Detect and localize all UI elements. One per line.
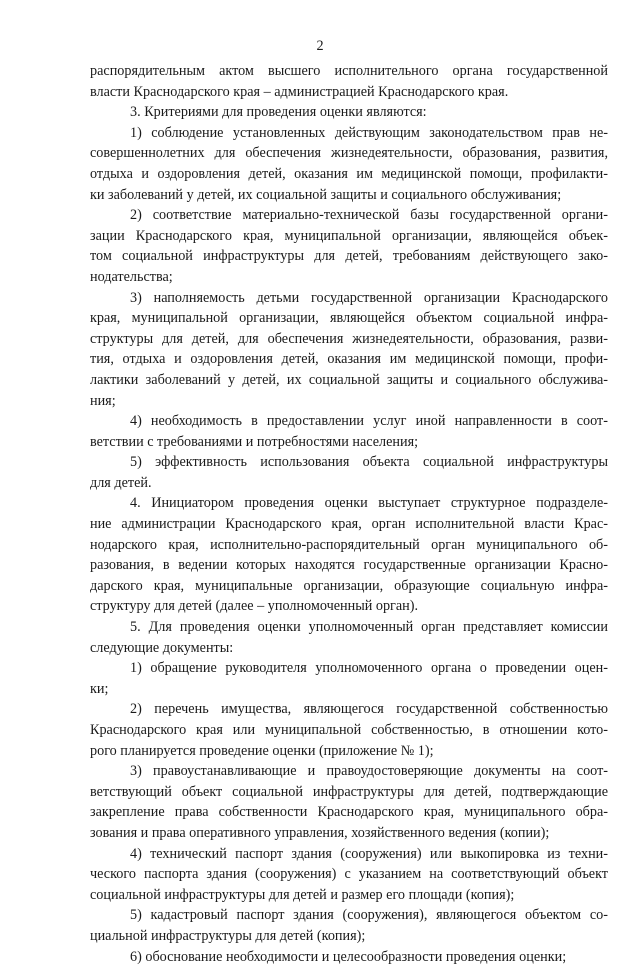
paragraph (90, 102, 608, 123)
page-number: 2 (316, 38, 324, 54)
text-line: 1) обращение руководителя уполномоченного органа о проведении оцен- (130, 660, 608, 677)
text-line: распорядительным актом высшего исполнительного органа государственной (90, 63, 608, 79)
text-line: зации Краснодарского края, муниципальной организации, являющейся объек- (90, 227, 608, 244)
text-line: края, муниципальной организации, являющейся объектом социальной инфра- (90, 310, 608, 327)
paragraph (90, 61, 608, 102)
text-line: том социальной инфраструктуры для детей, требованиям действующего зако- (90, 248, 608, 265)
text-line: следующие документы: (90, 639, 234, 656)
text-line: структуру для детей (далее – уполномоченный орган). (90, 598, 419, 615)
text-line: ветствующий объект социальной инфраструктуры для детей, подтверждающие (90, 783, 608, 800)
text-line: ние администрации Краснодарского края, орган исполнительной власти Крас- (90, 516, 608, 533)
text-line: 4) технический паспорт здания (сооружения) или выкопировка из техни- (130, 845, 608, 862)
text-line: структуры для детей, для обеспечения жизнедеятельности, образования, разви- (90, 330, 608, 347)
paragraph (90, 617, 608, 658)
text-line: 4) необходимость в предоставлении услуг иной направленности в соот- (130, 413, 608, 430)
text-line: тия, отдыха и оздоровления детей, оказания им медицинской помощи, профи- (90, 351, 608, 368)
text-line: 6) обоснование необходимости и целесообразности проведения оценки; (130, 948, 567, 965)
text-line: Краснодарского края или муниципальной собственностью, в отношении кото- (90, 722, 608, 738)
text-line: 5) кадастровый паспорт здания (сооружения), являющегося объектом со- (130, 907, 608, 924)
text-line: совершеннолетних для обеспечения жизнедеятельности, образования, развития, (90, 145, 608, 162)
text-line: отдыха и оздоровления детей, оказания им медицинской помощи, профилакти- (90, 165, 608, 182)
text-line: нодарского края, исполнительно-распорядительный орган муниципального об- (90, 536, 608, 553)
text-line: закрепление права собственности Краснодарского края, муниципального обра- (90, 804, 608, 821)
text-line: ветствии с требованиями и потребностями населения; (90, 433, 419, 450)
text-line: власти Краснодарского края – администрацией Краснодарского края. (90, 83, 509, 100)
text-line: 1) соблюдение установленных действующим законодательством прав не- (130, 124, 608, 141)
text-line: рого планируется проведение оценки (приложение № 1); (90, 742, 434, 759)
text-line: ния; (90, 392, 116, 409)
paragraph (90, 905, 608, 946)
text-line: 3. Критериями для проведения оценки являются: (130, 104, 427, 121)
paragraph (90, 947, 608, 967)
text-line: 3) наполняемость детьми государственной организации Краснодарского (130, 289, 608, 306)
paragraph (90, 411, 608, 452)
text-line: лактики заболеваний у детей, их социальной защиты и социального обслужива- (90, 371, 608, 388)
paragraph (90, 493, 608, 617)
text-line: разования, в ведении которых находятся государственные организации Красно- (90, 557, 608, 574)
text-line: 2) соответствие материально-технической базы государственной органи- (130, 207, 608, 224)
paragraph (90, 205, 608, 287)
text-line: ческого паспорта здания (сооружения) с указанием на соответствующий объект (90, 866, 608, 883)
paragraph (90, 288, 608, 412)
paragraph (90, 761, 608, 843)
text-line: ки; (90, 680, 109, 697)
text-line: дарского края, муниципальные организации, образующие социальную инфра- (90, 577, 608, 594)
text-line: 5. Для проведения оценки уполномоченный орган представляет комиссии (130, 619, 608, 636)
text-line: для детей. (90, 474, 152, 491)
text-line: 2) перечень имущества, являющегося государственной собственностью (130, 701, 608, 718)
paragraph (90, 452, 608, 493)
text-line: социальной инфраструктуры для детей и размер его площади (копия); (90, 886, 515, 903)
text-line: 5) эффективность использования объекта социальной инфраструктуры (130, 454, 608, 471)
paragraph (90, 699, 608, 761)
text-line: 4. Инициатором проведения оценки выступает структурное подразделе- (130, 495, 608, 512)
paragraph (90, 123, 608, 205)
text-line: нодательства; (90, 268, 173, 285)
text-line: 3) правоустанавливающие и правоудостоверяющие документы на соот- (130, 763, 608, 780)
document-body (90, 61, 608, 967)
text-line: зования и права оперативного управления, хозяйственного ведения (копии); (90, 824, 550, 841)
text-line: циальной инфраструктуры для детей (копия); (90, 927, 366, 944)
text-line: ки заболеваний у детей, их социальной защиты и социального обслуживания; (90, 186, 562, 203)
paragraph (90, 658, 608, 699)
paragraph (90, 844, 608, 906)
